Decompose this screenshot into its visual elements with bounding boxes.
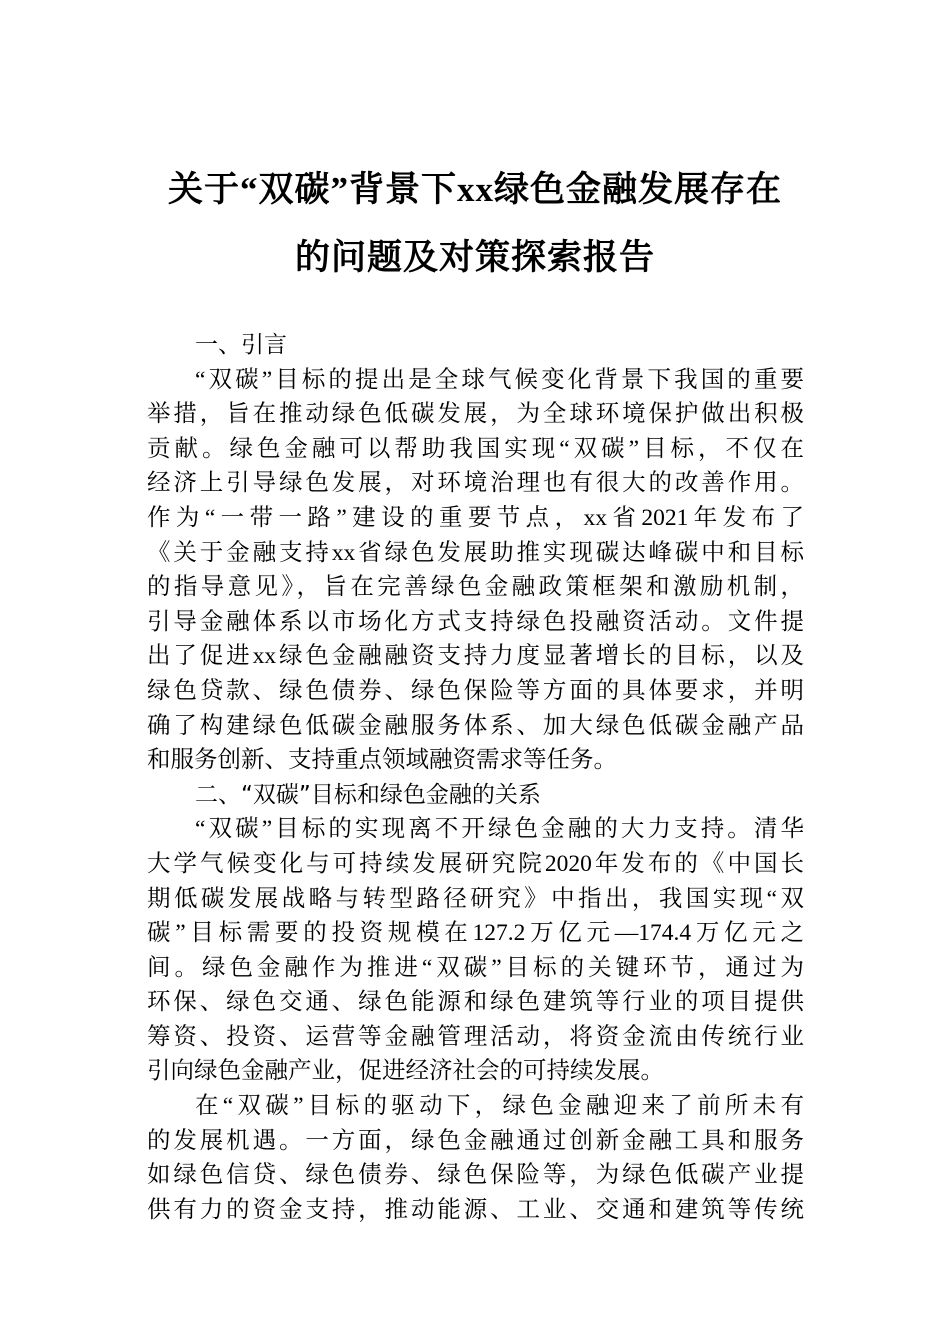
paragraph-line: 环保、绿色交通、绿色能源和绿色建筑等行业的项目提供 [147, 989, 804, 1016]
paragraph-line: 大学气候变化与可持续发展研究院2020年发布的《中国长 [147, 850, 804, 877]
paragraph-line: 出了促进xx绿色金融融资支持力度显著增长的目标，以及 [147, 643, 804, 670]
section-heading: 一、引言 [195, 332, 287, 358]
paragraph-line: “双碳”目标的提出是全球气候变化背景下我国的重要 [195, 366, 804, 393]
paragraph-line: 期低碳发展战略与转型路径研究》中指出，我国实现“双 [147, 885, 804, 912]
paragraph [147, 363, 804, 778]
paragraph-line: 和服务创新、支持重点领域融资需求等任务。 [147, 747, 617, 774]
paragraph-line: “双碳”目标的实现离不开绿色金融的大力支持。清华 [195, 816, 804, 843]
paragraph-line: 筹资、投资、运营等金融管理活动，将资金流由传统行业 [147, 1023, 804, 1050]
paragraph-line: 引导金融体系以市场化方式支持绿色投融资活动。文件提 [147, 608, 804, 635]
paragraph-line: 在“双碳”目标的驱动下，绿色金融迎来了前所未有 [195, 1093, 804, 1120]
paragraph-line: 经济上引导绿色发展，对环境治理也有很大的改善作用。 [147, 470, 804, 497]
paragraph-line: 贡献。绿色金融可以帮助我国实现“双碳”目标，不仅在 [147, 435, 804, 462]
paragraph-line: 的发展机遇。一方面，绿色金融通过创新金融工具和服务 [147, 1127, 804, 1154]
document-title-line-2: 的问题及对策探索报告 [294, 238, 655, 277]
paragraph-line: 的指导意见》，旨在完善绿色金融政策框架和激励机制， [147, 574, 804, 601]
paragraph-line: 碳”目标需要的投资规模在127.2万亿元—174.4万亿元之 [147, 920, 804, 947]
paragraph-line: 举措，旨在推动绿色低碳发展，为全球环境保护做出积极 [147, 401, 804, 428]
paragraph-line: 供有力的资金支持，推动能源、工业、交通和建筑等传统 [147, 1196, 804, 1223]
section-heading: 二、“双碳”目标和绿色金融的关系 [195, 781, 541, 808]
paragraph-line: 引向绿色金融产业，促进经济社会的可持续发展。 [147, 1058, 664, 1085]
paragraph [147, 812, 804, 1089]
document-body [147, 328, 804, 1227]
paragraph-line: 绿色贷款、绿色债券、绿色保险等方面的具体要求，并明 [147, 677, 804, 704]
paragraph-line: 确了构建绿色低碳金融服务体系、加大绿色低碳金融产品 [147, 712, 804, 739]
paragraph-line: 作为“一带一路”建设的重要节点，xx省2021年发布了 [147, 504, 804, 531]
paragraph-line: 间。绿色金融作为推进“双碳”目标的关键环节，通过为 [147, 954, 804, 981]
document-title-line-1: 关于“双碳”背景下xx绿色金融发展存在 [167, 170, 782, 209]
paragraph-line: 《关于金融支持xx省绿色发展助推实现碳达峰碳中和目标 [147, 539, 804, 566]
paragraph-line: 如绿色信贷、绿色债券、绿色保险等，为绿色低碳产业提 [147, 1162, 804, 1189]
paragraph [147, 1089, 804, 1227]
